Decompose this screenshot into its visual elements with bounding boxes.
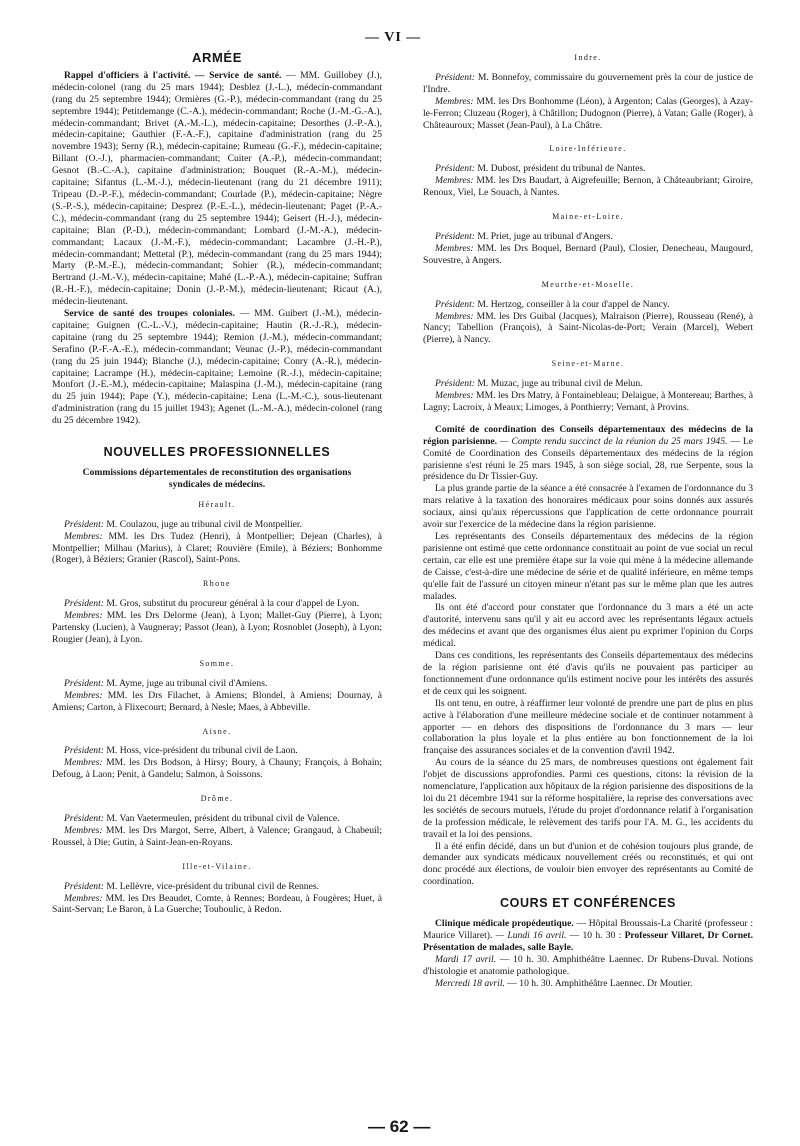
dept-somme: Somme.	[199, 658, 235, 668]
commissions-subtitle-line2: syndicales de médecins.	[168, 478, 266, 490]
armee-body: — MM. Guillobey (J.), médecin-colonel (rang du 25 mars 1944); Desblez (J.-L.), médecin-commandant (rang du 25 septembre 1944); Ormières (G.-P.), médecin-commandant (rang du 25 septembre 1944); Petitdemange (C.-A.), médecin-commandant; Roche (J.-M.-G.-A.), médecin-commandant; Brivet (A.-M.-L.), médecin-capitaine; Desorthes (J.-P.-A.), médecin-capitaine; Gauthier (F.-A.-F.), capitaine d'administration (rang du 25 novembre 1943); Serny (R.), médecin-capitaine; Rumeau (G.-F.), médecin-capitaine; Billant (O.-J.), pharmacien-commandant; Cuiter (A.-P.), médecin-commandant; Gesnot (B.-C.-A.), capitaine d'administration; Bouquet (R.-A.-M.), médecin-capitaine; Sifantus (L.-M.-J.), médecin-lieutenant (rang du 21 décembre 1911); Tripeau (D.-P.-F.), médecin-commandant; Courlade (P.), médecin-capitaine; Nègre (S.-P.-S.), médecin-capitaine; Desprez (P.-E.-L.), médecin-lieutenant; Paget (P.-A.-C.), médecin-commandant (rang du 25 septembre 1944); Geisert (H.-J.), médecin-capitaine; Blan (P.-D.), médecin-commandant; Lombard (J.-M.-A.), médecin-commandant; Lacaux (J.-M.-F.), médecin-commandant; Lacambre (J.-H.-P.), médecin-commandant; Mettetal (P.), médecin-commandant (rang du 25 mars 1944); Marty (P.-M.-E.), médecin-commandant; Sohier (R.), médecin-commandant; Bertrand (J.-M.-V.), médecin-capitaine; Mahé (L.-P.-A.), médecin-capitaine; Suffran (R.-H.-F.), médecin-capitaine; Donin (J.-P.-M.), médecin-lieutenant; Ricaut (A.), médecin-lieutenant.	[52, 69, 383, 308]
somme-membres: Membres: MM. les Drs Filachet, à Amiens; Blondel, à Amiens; Dournay, à Amiens; Carton, à Flixecourt; Bernard, à Nesle; Maes, à Abbeville.	[52, 689, 382, 713]
rhone-president: Président: M. Gros, substitut du procureur général à la cour d'appel de Lyon.	[64, 598, 360, 610]
aisne-president: Président: M. Hoss, vice-président du tribunal civil de Laon.	[64, 745, 298, 757]
rhone-membres: Membres: MM. les Drs Delorme (Jean), à Lyon; Mallet-Guy (Pierre), à Lyon; Partensky (Lucien), à Vaugneray; Passot (Jean), à Lyon; Rosnoblet (Joseph), à Lyon; Rougier (Jean), à Lyon.	[52, 610, 382, 645]
herault-president: Président: M. Coulazou, juge au tribunal civil de Montpellier.	[64, 518, 302, 530]
comite-intro: Comité de coordination des Conseils départementaux des médecins de la région parisienne. — Compte rendu succinct de la réunion du 25 mars 1945. — Le Comité de Coordination des Conseils départementaux des médecins de la région parisienne s'est réuni le 25 mars 1945, à son siège social, 28, rue Serpente, sous la présidence du Dr Tissier-Guy.	[423, 423, 753, 483]
dept-loire-inferieure: Loire-Inférieure.	[549, 144, 627, 154]
page-roman-number: — VI —	[365, 30, 422, 45]
left-column	[52, 52, 382, 916]
cours-paragraph: Clinique médicale propédeutique. — Hôpital Broussais-La Charité (professeur : Maurice Villaret). — Lundi 16 avril. — 10 h. 30 : Professeur Villaret, Dr Cornet. Présentation de malades, salle Bayle.	[423, 918, 753, 953]
comite-p4: Dans ces conditions, les représentants des Conseils départementaux des médecins de la région parisienne ont été d'avis qu'ils ne pouvaient pas participer au fonctionnement d'une ordonnance qu'ils estiment nocive pour les intérêts des assurés et de ceux qui les soignent.	[423, 650, 753, 697]
seine-membres: Membres: MM. les Drs Matry, à Fontainebleau; Delaigue, à Montereau; Barthes, à Lagny; Lacroix, à Meaux; Limoges, à Ponthierry; Vernant, à Provins.	[423, 390, 753, 413]
meurthe-membres: Membres: MM. les Drs Guibal (Jacques), Malraison (Pierre), Rousseau (René), à Nancy; Tabellion (François), à Saint-Nicolas-de-Port; Verain (Marcel), Webert (Pierre), à Nancy.	[423, 310, 753, 346]
comite-lead: Comité de coordination des Conseils départementaux des médecins de la région parisienne.	[423, 423, 753, 447]
dept-ille-et-vilaine: Ille-et-Vilaine.	[182, 861, 252, 871]
cours-mercredi: Mercredi 18 avril. — 10 h. 30. Amphithéâtre Laennec. Dr Moutier.	[435, 977, 693, 989]
comite-p1: La plus grande partie de la séance a été consacrée à l'examen de l'ordonnance du 3 mars relative à la taxation des honoraires médicaux pour soins donnés aux assurés sociaux, ainsi qu'aux répercussions que l'application de cette ordonnance pourrait avoir sur l'exercice de la médecine dans la région parisienne.	[423, 483, 753, 531]
indre-membres: Membres: MM. les Drs Bonhomme (Léon), à Argenton; Calas (Georges), à Azay-le-Ferron; Cluzeau (Roger), à Châtillon; Dudognon (Pierre), à Vatan; Galle (Roger), à Châteauroux; Masset (Jean-Paul), à La Châtre.	[423, 95, 753, 131]
comite-p7: Il a été enfin décidé, dans un but d'union et de cohésion toujours plus grande, de demander aux syndicats médicaux nouvellement créés ou reconstitués, et qui ont donc procédé aux élections, de vouloir bien envoyer des représentants au Comité de coordination.	[423, 840, 753, 888]
coloniales-lead: Service de santé des troupes coloniales.	[64, 308, 236, 320]
dept-herault: Hérault.	[198, 499, 236, 509]
coloniales-paragraph	[52, 308, 382, 427]
cours-heading: COURS ET CONFÉRENCES	[500, 896, 676, 911]
cours-lead: Clinique médicale propédeutique.	[435, 918, 574, 930]
loire-president: Président: M. Dubost, président du tribunal de Nantes.	[435, 163, 646, 175]
page-number: — 62 —	[368, 1117, 431, 1136]
seine-president: Président: M. Muzac, juge au tribunal civil de Melun.	[435, 378, 643, 390]
commissions-subtitle-line1: Commissions départementales de reconstitution des organisations	[82, 467, 352, 478]
drome-president: Président: M. Van Vaetermeulen, président du tribunal civil de Valence.	[64, 813, 340, 825]
nouvelles-heading: NOUVELLES PROFESSIONNELLES	[103, 445, 331, 460]
loire-membres: Membres: MM. les Drs Baudart, à Aigrefeuille; Bernon, à Châteaubriant; Giroire, Renoux, Viel, Le Souach, à Nantes.	[423, 175, 753, 199]
dept-seine-et-marne: Seine-et-Marne.	[551, 359, 625, 369]
comite-p2: Les représentants des Conseils départementaux des médecins de la région parisienne ont estimé que cette ordonnance constituait au point de vue social un recul certain, car elle est une première étape sur la voie qui mène à la médecine allemande de Caisse, c'est-à-dire une médecine de série et de qualité inférieure, en même temps qu'elle fait de l'assuré un citoyen mineur n'étant pas sur le même plan que les autres malades.	[423, 531, 753, 602]
comite-p6: Au cours de la séance du 25 mars, de nombreuses questions ont également fait l'objet de discussions approfondies. Parmi ces questions, citons: la révision de la nomenclature, l'application aux hôpitaux de la région parisienne des dispositions de la loi du 21 décembre 1941 sur la réforme hospitalière, la reprise des conversations avec les sociétés de secours mutuels, l'étude du projet d'ordonnance relatif à l'organisation de la profession médicale, le relèvement des tarifs pour l'A. M. G., les accidents du travail et la loi des pensions.	[423, 757, 753, 840]
somme-president: Président: M. Ayme, juge au tribunal civil d'Amiens.	[64, 677, 268, 689]
maine-membres: Membres: MM. les Drs Boquel, Bernard (Paul), Closier, Denecheau, Maugourd, Souvestre, à Angers.	[423, 242, 753, 266]
cours-mardi: Mardi 17 avril. — 10 h. 30. Amphithéâtre Laennec. Dr Rubens-Duval. Notions d'histologie et anatomie pathologique.	[423, 953, 753, 977]
coloniales-body: — MM. Guibert (J.-M.), médecin-capitaine; Guignen (C.-L.-V.), médecin-capitaine; Hautin (R.-J.-R.), médecin-capitaine (rang du 25 septembre 1944); Remion (J.-M.), médecin-commandant; Serafino (P.-F.-A.-E.), médecin-commandant; Veunac (J.-P.), médecin-commandant (rang du 25 juin 1944); Blanche (J.), médecin-capitaine; Conry (A.-R.), médecin-capitaine; Lacrampe (H.), médecin-capitaine; Lemoine (R.-J.), médecin-capitaine; Monfort (J.-E.-M.), médecin-capitaine; Malaspina (J.-M.), médecin-capitaine (rang du 25 juin 1944); Pape (Y.), médecin-capitaine; Lena (L.-M.-C.), sous-lieutenant d'administration (rang du 15 juillet 1943); Agenet (L.-M.-A.), médecin-colonel (rang du 25 décembre 1942).	[52, 308, 382, 427]
comite-p3: Ils ont été d'accord pour constater que l'ordonnance du 3 mars a été un acte d'autorité, intervenu sans qu'il y ait eu accord avec les représentants légaux actuels des médecins et avant que des organismes élus aient pu exprimer l'opinion du Corps médical.	[423, 602, 753, 650]
armee-paragraph	[52, 70, 382, 308]
herault-membres: Membres: MM. les Drs Tudez (Henri), à Montpellier; Dejean (Charles), à Montpellier; Milhau (Marius), à Claret; Rouvière (Emile), à Béziers; Bonhomme (Roger), à Béziers; Granier (Rascol), Saint-Pons.	[52, 530, 382, 566]
dept-maine-et-loire: Maine-et-Loire.	[552, 212, 624, 222]
dept-indre: Indre.	[574, 53, 602, 62]
armee-heading: ARMÉE	[192, 50, 242, 65]
commissions-subtitle	[52, 467, 382, 491]
dept-meurthe-et-moselle: Meurthe-et-Moselle.	[541, 279, 635, 289]
maine-president: Président: M. Priet, juge au tribunal d'Angers.	[435, 230, 613, 242]
dept-rhone: Rhone	[203, 579, 231, 589]
right-column	[423, 52, 753, 990]
armee-lead: Rappel d'officiers à l'activité. — Service de santé.	[64, 69, 282, 81]
ille-membres: Membres: MM. les Drs Beaudet, Comte, à Rennes; Bordeau, à Fougères; Huet, à Saint-Servan; Le Baron, à La Guerche; Touboulic, à Redon.	[52, 892, 382, 916]
drome-membres: Membres: MM. les Drs Margot, Serre, Albert, à Valence; Grangaud, à Chabeuil; Roussel, à Die; Gutin, à Saint-Jean-en-Royans.	[52, 824, 382, 848]
indre-president: Président: M. Bonnefoy, commissaire du gouvernement près la cour de justice de l'Indre.	[423, 71, 753, 95]
aisne-membres: Membres: MM. les Drs Bodson, à Hirsy; Boury, à Chauny; François, à Bohain; Defoug, à Laon; Penit, à Gandelu; Salmon, à Soissons.	[52, 757, 382, 781]
comite-p5: Ils ont tenu, en outre, à réaffirmer leur volonté de prendre une part de plus en plus active à l'élaboration d'une meilleure médecine sociale et de continuer notamment à apporter — en dehors des dispositions de l'ordonnance du 3 mars — leur collaboration la plus loyale et la plus entière au bon fonctionnement de la loi française des assurances sociales et de la convention d'avril 1942.	[423, 697, 753, 757]
ille-president: Président: M. Lellèvre, vice-président du tribunal civil de Rennes.	[64, 880, 319, 892]
dept-aisne: Aisne.	[202, 726, 232, 736]
dept-drome: Drôme.	[200, 794, 234, 804]
meurthe-president: Président: M. Hertzog, conseiller à la cour d'appel de Nancy.	[435, 298, 670, 310]
